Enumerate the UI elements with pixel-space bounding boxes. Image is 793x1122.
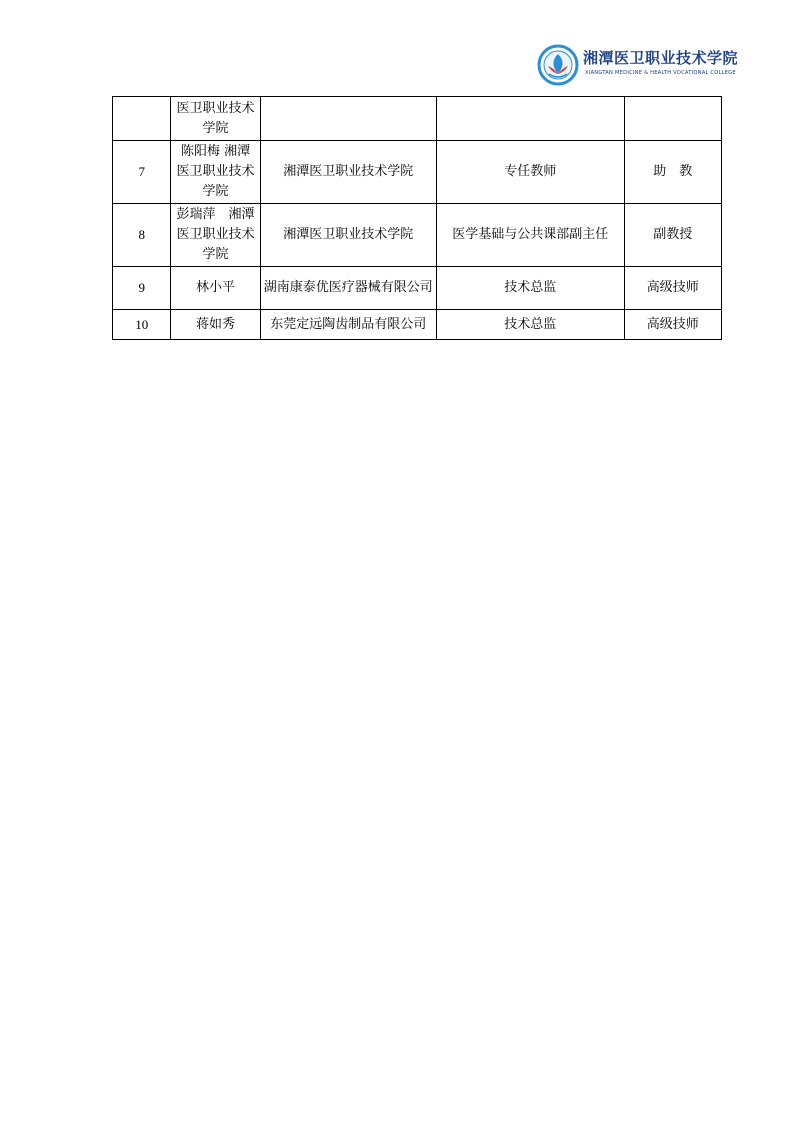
college-logo bbox=[537, 44, 739, 88]
professional-title: 高级技师 bbox=[624, 267, 721, 310]
table-row bbox=[113, 310, 722, 340]
position: 技术总监 bbox=[436, 267, 624, 310]
professional-title bbox=[624, 97, 721, 141]
row-number bbox=[113, 97, 171, 141]
row-number: 8 bbox=[113, 204, 171, 267]
member-name bbox=[171, 204, 260, 267]
professional-title: 副教授 bbox=[624, 204, 721, 267]
professional-title: 助 教 bbox=[624, 141, 721, 204]
member-name bbox=[171, 310, 260, 340]
work-unit: 东莞定远陶齿制品有限公司 bbox=[260, 310, 436, 340]
member-name bbox=[171, 267, 260, 310]
college-name-cn: 湘潭医卫职业技术学院 bbox=[583, 49, 739, 67]
work-unit: 湖南康泰优医疗器械有限公司 bbox=[260, 267, 436, 310]
row-number: 10 bbox=[113, 310, 171, 340]
name-line: 医卫职业技术 bbox=[176, 100, 255, 116]
row-number: 9 bbox=[113, 267, 171, 310]
name-line: 陈阳梅 湘潭 bbox=[180, 144, 251, 159]
work-unit bbox=[260, 97, 436, 141]
college-name-en: XIANGTAN MEDICINE & HEALTH VOCATIONAL COLLEGE bbox=[585, 70, 736, 76]
position bbox=[436, 97, 624, 141]
work-unit: 湘潭医卫职业技术学院 bbox=[260, 141, 436, 204]
table-row bbox=[113, 204, 722, 267]
table-row bbox=[113, 141, 722, 204]
staff-table bbox=[112, 96, 722, 340]
position: 技术总监 bbox=[436, 310, 624, 340]
name-line: 学院 bbox=[202, 120, 229, 136]
table-row bbox=[113, 267, 722, 310]
name-line: 蒋如秀 bbox=[196, 316, 236, 332]
row-number: 7 bbox=[113, 141, 171, 204]
college-emblem-icon bbox=[537, 44, 579, 86]
position: 专任教师 bbox=[436, 141, 624, 204]
name-line: 彭瑞萍 湘潭 bbox=[176, 207, 255, 222]
member-name bbox=[171, 97, 260, 141]
name-line: 医卫职业技术 bbox=[176, 227, 255, 242]
work-unit: 湘潭医卫职业技术学院 bbox=[260, 204, 436, 267]
name-line: 林小平 bbox=[196, 280, 236, 295]
name-line: 学院 bbox=[202, 184, 229, 199]
name-line: 学院 bbox=[202, 247, 229, 262]
professional-title: 高级技师 bbox=[624, 310, 721, 340]
name-line: 医卫职业技术 bbox=[176, 164, 255, 179]
position: 医学基础与公共课部副主任 bbox=[436, 204, 624, 267]
table-row bbox=[113, 97, 722, 141]
member-name bbox=[171, 141, 260, 204]
